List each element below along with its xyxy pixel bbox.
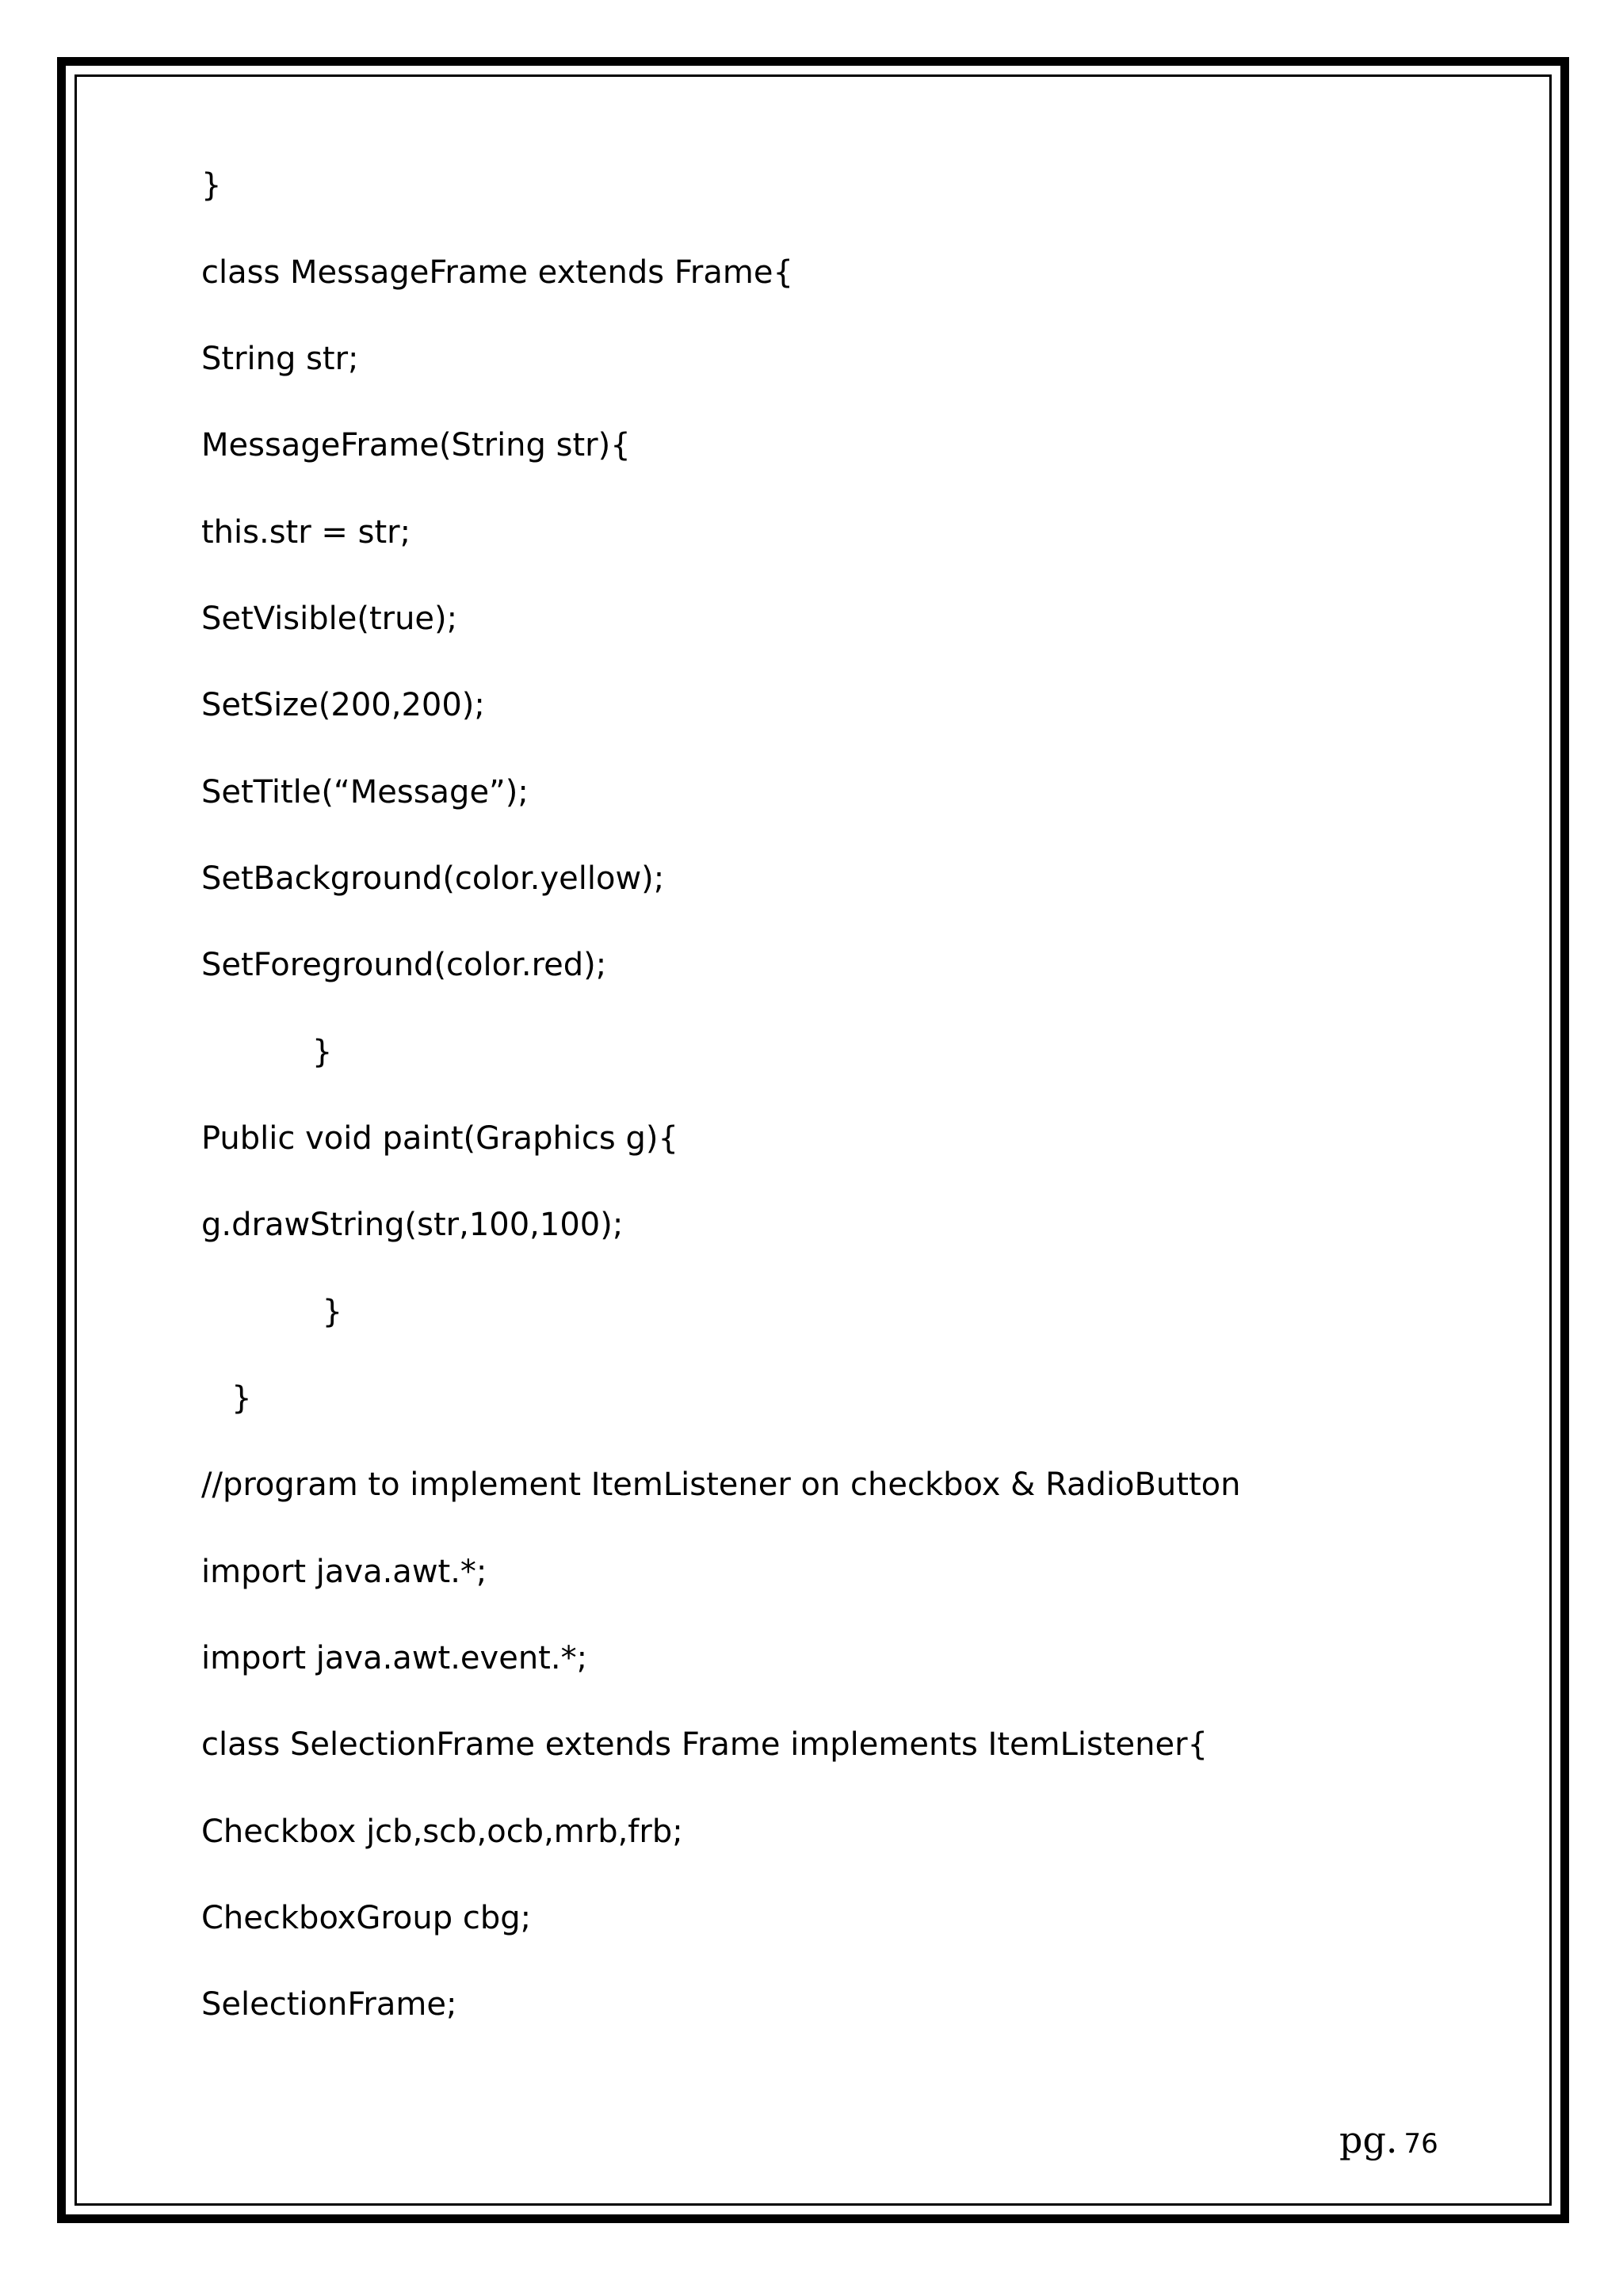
code-line-10: SetForeground(color.red);: [201, 947, 607, 983]
code-line-18: import java.awt.event.*;: [201, 1640, 588, 1676]
code-line-2: class MessageFrame extends Frame{: [201, 254, 793, 291]
code-line-12: Public void paint(Graphics g){: [201, 1120, 678, 1157]
code-line-1: }: [201, 167, 222, 204]
code-line-11: }: [201, 1034, 333, 1070]
code-line-7: SetSize(200,200);: [201, 687, 485, 723]
code-line-9: SetBackground(color.yellow);: [201, 860, 665, 897]
code-line-19: class SelectionFrame extends Frame implements ItemListener{: [201, 1726, 1208, 1763]
code-line-13: g.drawString(str,100,100);: [201, 1207, 624, 1243]
code-line-14: }: [201, 1294, 343, 1330]
code-line-5: this.str = str;: [201, 514, 411, 551]
page-number-value: 76: [1403, 2128, 1438, 2160]
code-line-3: String str;: [201, 341, 359, 377]
page-number-label: pg.: [1339, 2119, 1398, 2161]
code-line-4: MessageFrame(String str){: [201, 427, 631, 463]
code-line-6: SetVisible(true);: [201, 601, 458, 637]
code-line-21: CheckboxGroup cbg;: [201, 1900, 532, 1936]
page-number: [1339, 2119, 1438, 2161]
code-line-8: SetTitle(“Message”);: [201, 774, 529, 810]
code-line-22: SelectionFrame;: [201, 1986, 457, 2023]
code-line-16: //program to implement ItemListener on checkbox & RadioButton: [201, 1466, 1241, 1503]
code-line-15: }: [201, 1380, 252, 1417]
code-line-17: import java.awt.*;: [201, 1554, 487, 1590]
code-line-20: Checkbox jcb,scb,ocb,mrb,frb;: [201, 1814, 683, 1850]
